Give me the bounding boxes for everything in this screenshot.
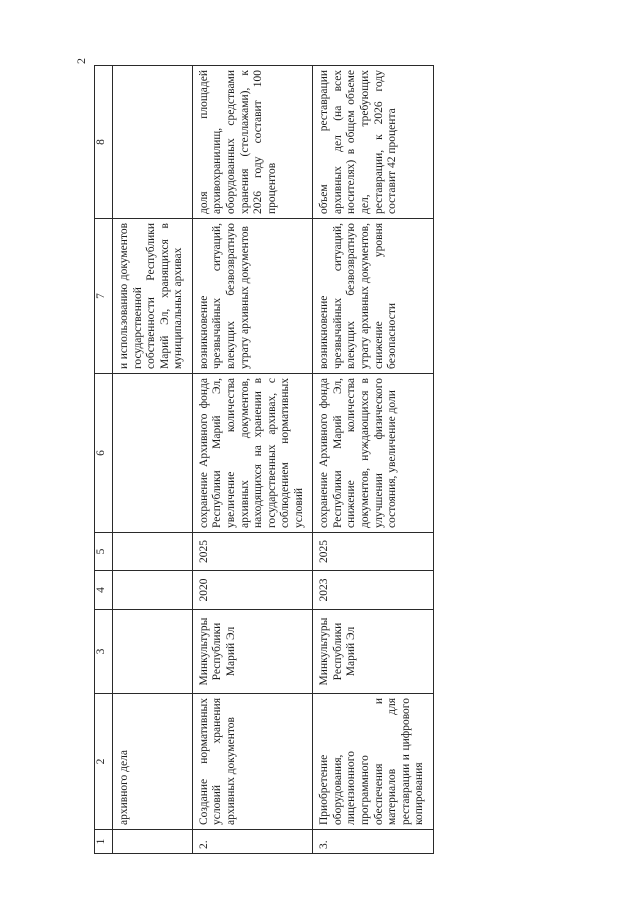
cell-num (113, 830, 193, 854)
cell-name: Приобретение оборудования, лицензионного программного обеспечения и материалов для реставрации и цифрового копирования (313, 694, 434, 830)
cell-indicator: доля площадей архивохранилищ, оборудованных средствами хранения (стеллажами), к 2026 году составит 100 процентов (192, 66, 313, 219)
cell-indicator (113, 66, 193, 219)
cell-end-year: 2025 (192, 533, 313, 571)
cell-result: сохранение Архивного фонда Республики Марий Эл, увеличение количества архивных документов, находящихся на хранении в государственных архивах, с соблюдением нормативных условий (192, 374, 313, 533)
cell-executor: Минкультуры Республики Марий Эл (192, 610, 313, 694)
header-col-7: 7 (95, 219, 113, 374)
rotated-program-table (94, 66, 434, 854)
program-table (94, 65, 434, 854)
cell-result (113, 374, 193, 533)
header-col-3: 3 (95, 610, 113, 694)
page-number: 2 (74, 58, 88, 64)
cell-end-year: 2025 (313, 533, 434, 571)
continuation-row (113, 66, 193, 854)
cell-executor: Минкультуры Республики Марий Эл (313, 610, 434, 694)
header-col-6: 6 (95, 374, 113, 533)
header-col-5: 5 (95, 533, 113, 571)
cell-end-year (113, 533, 193, 571)
cell-name: Создание нормативных условий хранения архивных документов (192, 694, 313, 830)
header-col-8: 8 (95, 66, 113, 219)
header-col-4: 4 (95, 571, 113, 610)
cell-start-year (113, 571, 193, 610)
cell-risk: возникновение чрезвычайных ситуаций, влекущих безвозвратную утрату архивных документов, снижение уровня безопасности (313, 219, 434, 374)
cell-indicator: объем реставрации архивных дел (на всех носителях) в общем объеме дел, требующих реставрации, к 2026 году составит 42 процента (313, 66, 434, 219)
table-row-3 (313, 66, 434, 854)
cell-num: 2. (192, 830, 313, 854)
cell-risk: и использованию документов государственной собственности Республики Марий Эл, хранящихся в муниципальных архивах (113, 219, 193, 374)
header-col-1: 1 (95, 830, 113, 854)
cell-name: архивного дела (113, 694, 193, 830)
table-row-2 (192, 66, 313, 854)
header-col-2: 2 (95, 694, 113, 830)
cell-num: 3. (313, 830, 434, 854)
cell-risk: возникновение чрезвычайных ситуаций, влекущих безвозвратную утрату архивных документов (192, 219, 313, 374)
cell-executor (113, 610, 193, 694)
header-row (95, 66, 113, 854)
cell-start-year: 2020 (192, 571, 313, 610)
cell-start-year: 2023 (313, 571, 434, 610)
cell-result: сохранение Архивного фонда Республики Марий Эл, снижение количества документов, нуждающихся в улучшении физического состояния, увеличение доли (313, 374, 434, 533)
